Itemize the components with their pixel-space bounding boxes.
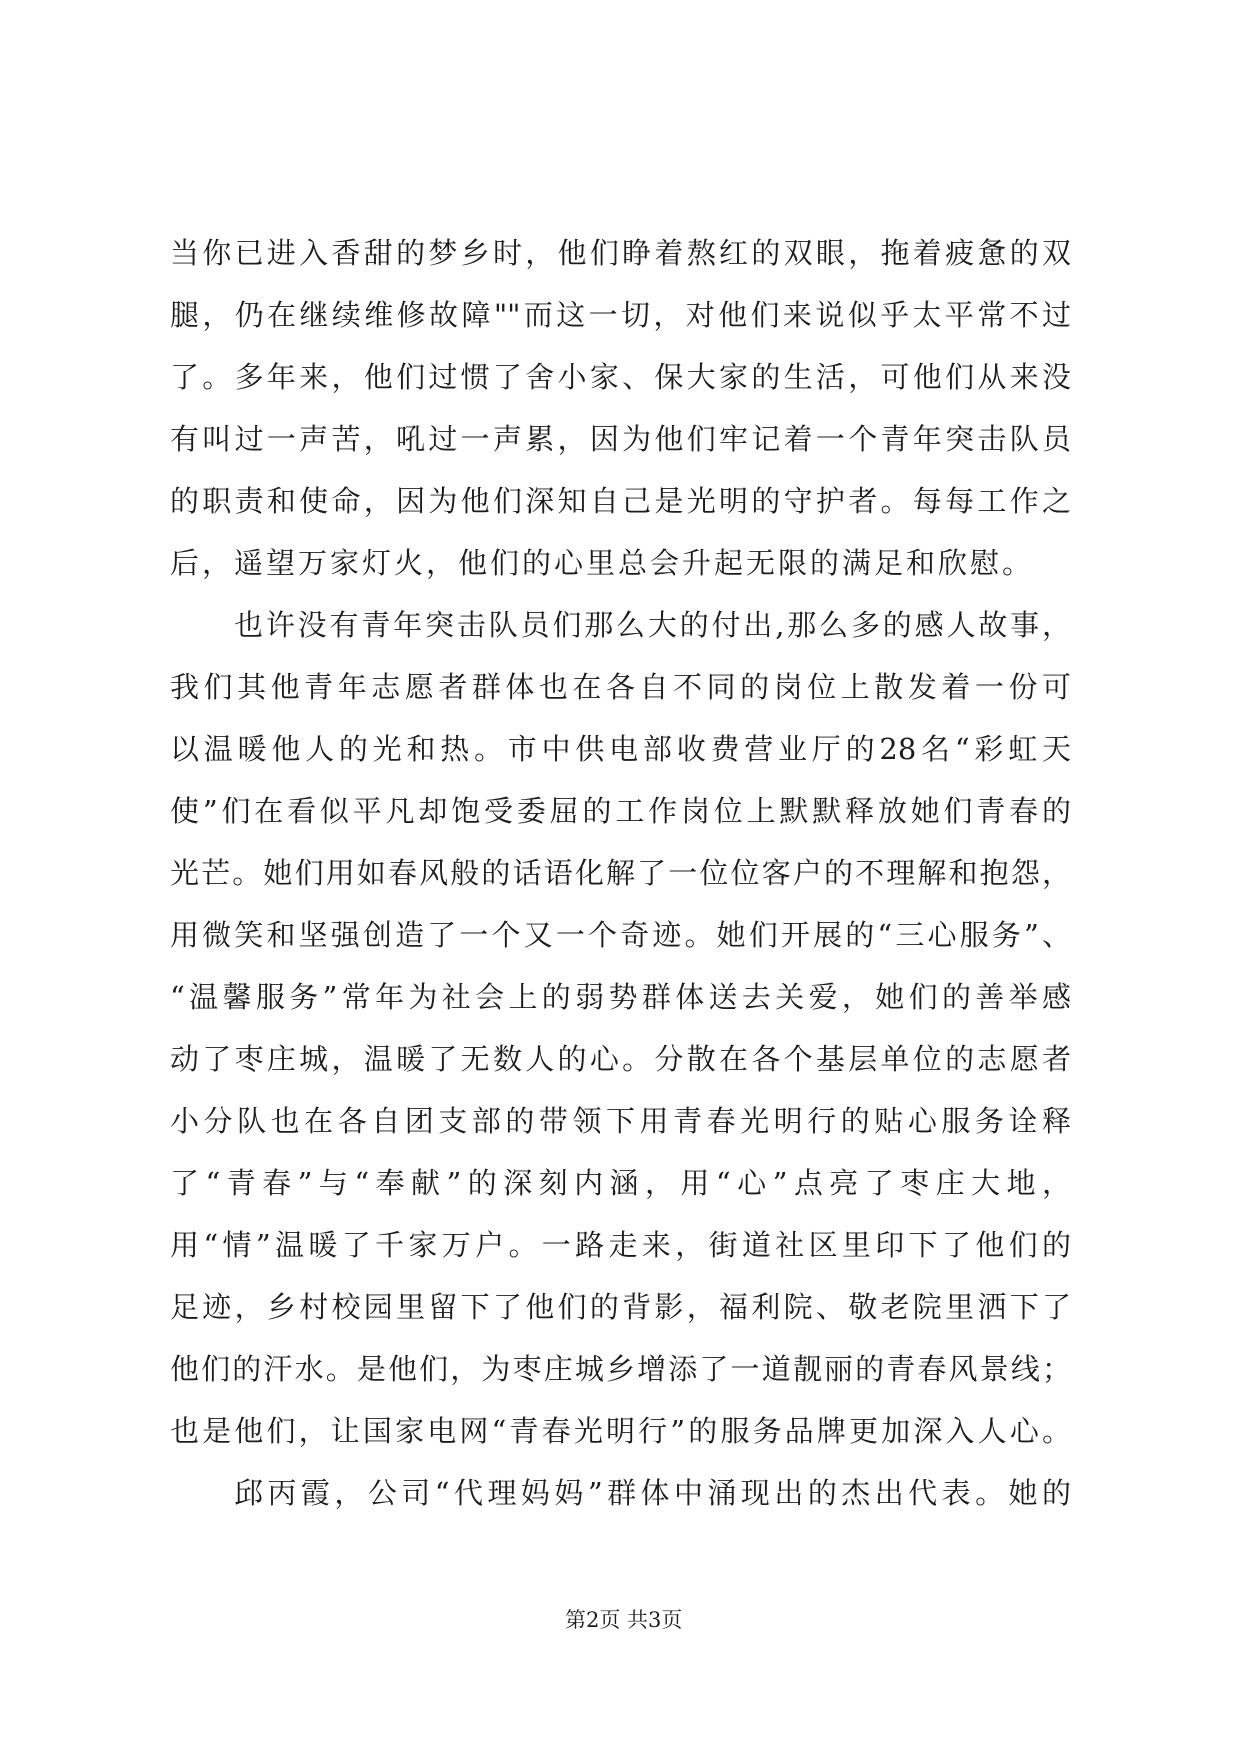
text-line: 有叫过一声苦，吼过一声累，因为他们牢记着一个青年突击队员 <box>170 422 1071 456</box>
text-line: 动了枣庄城，温暖了无数人的心。分散在各个基层单位的志愿者 <box>170 1042 1071 1076</box>
text-line: 也许没有青年突击队员们那么大的付出,那么多的感人故事， <box>234 608 1071 642</box>
paragraph-3 <box>170 1462 1071 1524</box>
text-line: 小分队也在各自团支部的带领下用青春光明行的贴心服务诠释 <box>170 1104 1071 1138</box>
text-line: 使”们在看似平凡却饱受委屈的工作岗位上默默释放她们青春的 <box>170 794 1071 828</box>
text-line: 他们的汗水。是他们，为枣庄城乡增添了一道靓丽的青春风景线； <box>170 1352 1071 1386</box>
text-line: 后，遥望万家灯火，他们的心里总会升起无限的满足和欣慰。 <box>170 546 1035 580</box>
text-line: 我们其他青年志愿者群体也在各自不同的岗位上散发着一份可 <box>170 670 1071 704</box>
text-line: 足迹，乡村校园里留下了他们的背影，福利院、敬老院里洒下了 <box>170 1290 1071 1324</box>
text-line: 了“青春”与“奉献”的深刻内涵，用“心”点亮了枣庄大地， <box>170 1166 1071 1200</box>
text-line: 用微笑和坚强创造了一个又一个奇迹。她们开展的“三心服务”、 <box>170 918 1071 952</box>
text-line: 以温暖他人的光和热。市中供电部收费营业厅的28名“彩虹天 <box>170 732 1071 766</box>
text-line: 的职责和使命，因为他们深知自己是光明的守护者。每每工作之 <box>170 484 1071 518</box>
page-footer: 第2页 共3页 <box>565 1608 683 1632</box>
paragraph-2 <box>170 594 1071 1462</box>
text-line: 光芒。她们用如春风般的话语化解了一位位客户的不理解和抱怨， <box>170 856 1071 890</box>
body-text <box>170 222 1071 1524</box>
text-line: 用“情”温暖了千家万户。一路走来，街道社区里印下了他们的 <box>170 1228 1071 1262</box>
text-line: 了。多年来，他们过惯了舍小家、保大家的生活，可他们从来没 <box>170 360 1071 394</box>
text-line: 邱丙霞，公司“代理妈妈”群体中涌现出的杰出代表。她的 <box>234 1476 1071 1510</box>
text-line: 当你已进入香甜的梦乡时，他们睁着熬红的双眼，拖着疲惫的双 <box>170 236 1071 270</box>
paragraph-1 <box>170 222 1071 594</box>
text-line: “温馨服务”常年为社会上的弱势群体送去关爱，她们的善举感 <box>170 980 1071 1014</box>
text-line: 腿，仍在继续维修故障""而这一切，对他们来说似乎太平常不过 <box>170 298 1071 332</box>
text-line: 也是他们，让国家电网“青春光明行”的服务品牌更加深入人心。 <box>170 1414 1071 1448</box>
